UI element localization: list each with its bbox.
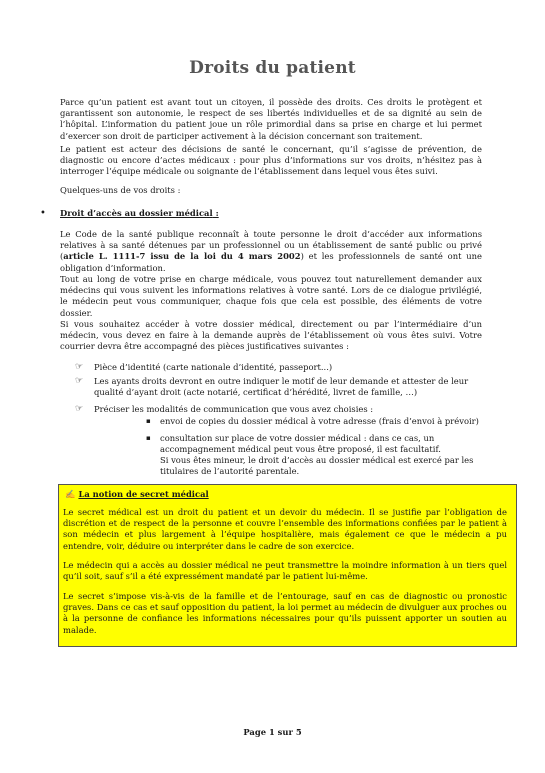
hand-star-icon: ✍ — [65, 489, 76, 499]
section-paragraph-1: Le Code de la santé publique reconnaît à toute personne le droit d’accéder aux informations relatives à sa santé détenues par un professionnel ou un établissement de santé public ou privé (article L. 1111-7 issu de la loi du 4 mars 2002) et les professionnels de santé ont une obligation d’information. — [60, 229, 482, 273]
list-item: Pièce d’identité (carte nationale d’identité, passeport...) — [94, 362, 333, 372]
intro-paragraph-2: Le patient est acteur des décisions de santé le concernant, qu’il s’agisse de prévention, de diagnostic ou encore d’actes médicaux : pour plus d’informations sur vos droits, n’hésitez pas à interroger l’équipe médicale ou soignante de l’établissement dans lequel vous êtes suivi. — [60, 144, 482, 177]
list-item: Préciser les modalités de communication que vous avez choisies : — [94, 404, 374, 414]
pointing-hand-icon: ☞ — [75, 362, 84, 372]
sub-list-item: envoi de copies du dossier médical à votre adresse (frais d’envoi à prévoir) — [160, 416, 479, 426]
secret-medical-box — [58, 484, 517, 647]
box-paragraph-1: Le secret médical est un droit du patient et un devoir du médecin. Il se justifie par l’obligation de discrétion et de respect de la personne et couvre l’ensemble des informations confiées par le patient à son médecin et plus largement à l’équipe hospitalière, mais également ce que le médecin a pu entendre, voir, déduire ou interpréter dans le cadre de son exercice. — [63, 507, 507, 551]
pointing-hand-icon: ☞ — [75, 404, 84, 414]
box-paragraph-3: Le secret s’impose vis-à-vis de la famille et de l’entourage, sauf en cas de diagnostic ou pronostic graves. Dans ce cas et sauf opposition du patient, la loi permet au médecin de divulguer aux proches ou à la personne de confiance les informations nécessaires pour qu’ils puissent apporter un soutien au malade. — [63, 591, 507, 635]
box-heading: ✍ La notion de secret médical — [65, 489, 209, 499]
bullet-dot-icon: • — [40, 208, 46, 219]
list-item: Les ayants droits devront en outre indiquer le motif de leur demande et attester de leur qualité d’ayant droit (acte notarié, certificat d’hérédité, livret de famille, …) — [94, 376, 469, 398]
law-reference: article L. 1111-7 issu de la loi du 4 mars 2002 — [63, 251, 301, 262]
box-paragraph-2: Le médecin qui a accès au dossier médical ne peut transmettre la moindre information à un tiers quel qu’il soit, sauf s’il a été expressément mandaté par le patient lui-même. — [63, 560, 507, 582]
section-paragraph-3: Si vous souhaitez accéder à votre dossier médical, directement ou par l’intermédiaire d’un médecin, vous devez en faire à la demande auprès de l’établissement où vous êtes suivi. Votre courrier devra être accompagné des pièces justificatives suivantes : — [60, 319, 482, 352]
intro-paragraph-3: Quelques-uns de vos droits : — [60, 185, 181, 195]
intro-paragraph-1: Parce qu’un patient est avant tout un citoyen, il possède des droits. Ces droits le protègent et garantissent son autonomie, le respect de ses libertés individuelles et de sa dignité au sein de l’hôpital. L’information du patient joue un rôle primordial dans sa prise en charge et lui permet d’exercer son droit de participer activement à la décision concernant son traitement. — [60, 97, 482, 141]
pointing-hand-icon: ☞ — [75, 376, 84, 386]
square-bullet-icon: ▪ — [146, 434, 151, 442]
section-heading: Droit d’accès au dossier médical : — [60, 208, 219, 218]
minor-note: Si vous êtes mineur, le droit d’accès au dossier médical est exercé par les titulaires de l’autorité parentale. — [160, 455, 474, 477]
page-title: Droits du patient — [189, 58, 356, 78]
square-bullet-icon: ▪ — [146, 417, 151, 425]
page-footer: Page 1 sur 5 — [243, 727, 302, 737]
section-paragraph-2: Tout au long de votre prise en charge médicale, vous pouvez tout naturellement demander aux médecins qui vous suivent les informations relatives à votre santé. Lors de ce dialogue privilégié, le médecin peut vous communiquer, chaque fois que cela est possible, des éléments de votre dossier. — [60, 274, 482, 318]
sub-list-item: consultation sur place de votre dossier médical : dans ce cas, un accompagnement médical peut vous être proposé, il est facultatif. — [160, 433, 441, 455]
